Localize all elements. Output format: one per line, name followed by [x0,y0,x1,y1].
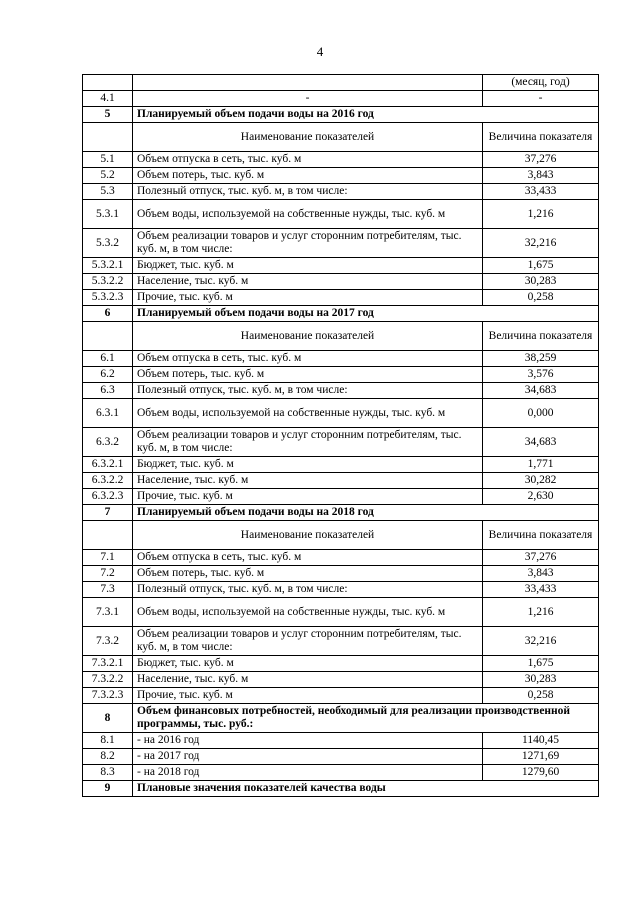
row-name: Прочие, тыс. куб. м [133,489,483,505]
header-number [83,123,133,152]
row-number: 5.3 [83,184,133,200]
row-value: 3,576 [483,367,599,383]
row-name: Объем отпуска в сеть, тыс. куб. м [133,152,483,168]
row-name: - [133,91,483,107]
header-row [83,322,599,351]
table-row [83,274,599,290]
table-row-unit [83,75,599,91]
row-name: Прочие, тыс. куб. м [133,688,483,704]
row-number: 8.1 [83,733,133,749]
row-value: 1271,69 [483,749,599,765]
table-row [83,765,599,781]
table-row [83,489,599,505]
table-row [83,566,599,582]
section-title: Объем финансовых потребностей, необходимый для реализации производственной программы, тыс. руб.: [133,704,599,733]
table-row [83,656,599,672]
row-value: 0,258 [483,688,599,704]
row-number: 6.3.2.1 [83,457,133,473]
section-row [83,704,599,733]
row-name: Объем потерь, тыс. куб. м [133,168,483,184]
row-value: 38,259 [483,351,599,367]
row-value: 37,276 [483,550,599,566]
row-number: 7.3.1 [83,598,133,627]
section-row [83,306,599,322]
row-number: 6.3.2.2 [83,473,133,489]
row-number: 5.3.2.1 [83,258,133,274]
section-number: 9 [83,781,133,797]
row-name: Полезный отпуск, тыс. куб. м, в том числе: [133,383,483,399]
section-title: Планируемый объем подачи воды на 2018 год [133,505,599,521]
row-value: 1140,45 [483,733,599,749]
table-row [83,367,599,383]
table-row [83,91,599,107]
table-row [83,168,599,184]
row-value: 32,216 [483,229,599,258]
row-value: 1,771 [483,457,599,473]
row-number: 8.3 [83,765,133,781]
row-number: 5.1 [83,152,133,168]
row-name: Полезный отпуск, тыс. куб. м, в том числе: [133,184,483,200]
row-number: 7.2 [83,566,133,582]
cell-unit: (месяц, год) [483,75,599,91]
row-value: 33,433 [483,184,599,200]
row-name: Объем воды, используемой на собственные нужды, тыс. куб. м [133,399,483,428]
row-value: 34,683 [483,383,599,399]
row-number: 7.1 [83,550,133,566]
production-program-table [82,74,599,797]
row-name: - на 2016 год [133,733,483,749]
table-row [83,733,599,749]
row-number: 5.3.2.3 [83,290,133,306]
row-name: - на 2018 год [133,765,483,781]
header-row [83,521,599,550]
row-name: Объем потерь, тыс. куб. м [133,566,483,582]
row-name: Население, тыс. куб. м [133,473,483,489]
table-row [83,152,599,168]
cell-number [83,75,133,91]
page-number: 4 [316,44,324,59]
row-value: 1,675 [483,656,599,672]
table-row [83,598,599,627]
row-value: 37,276 [483,152,599,168]
table-row [83,672,599,688]
row-number: 8.2 [83,749,133,765]
table-body [83,75,599,797]
row-number: 6.3.2 [83,428,133,457]
section-number: 8 [83,704,133,733]
row-value: 1,216 [483,598,599,627]
section-number: 6 [83,306,133,322]
row-value: 30,282 [483,473,599,489]
header-value: Величина показателя [483,521,599,550]
row-name: Объем отпуска в сеть, тыс. куб. м [133,550,483,566]
table-row [83,582,599,598]
row-value: 34,683 [483,428,599,457]
row-name: Полезный отпуск, тыс. куб. м, в том числе: [133,582,483,598]
section-row [83,781,599,797]
row-number: 6.1 [83,351,133,367]
table-row [83,200,599,229]
row-name: Бюджет, тыс. куб. м [133,656,483,672]
section-number: 5 [83,107,133,123]
row-name: Объем отпуска в сеть, тыс. куб. м [133,351,483,367]
section-title: Планируемый объем подачи воды на 2017 год [133,306,599,322]
row-value: 33,433 [483,582,599,598]
table-row [83,383,599,399]
section-row [83,107,599,123]
section-title: Плановые значения показателей качества воды [133,781,599,797]
row-number: 6.3.2.3 [83,489,133,505]
table-row [83,627,599,656]
row-number: 7.3.2 [83,627,133,656]
row-number: 5.2 [83,168,133,184]
header-number [83,521,133,550]
table-row [83,473,599,489]
row-name: Население, тыс. куб. м [133,672,483,688]
row-number: 5.3.2 [83,229,133,258]
row-value: 2,630 [483,489,599,505]
row-number: 7.3.2.2 [83,672,133,688]
row-name: Объем воды, используемой на собственные нужды, тыс. куб. м [133,598,483,627]
row-value: 3,843 [483,168,599,184]
header-row [83,123,599,152]
table-row [83,290,599,306]
table-row [83,351,599,367]
table-row [83,229,599,258]
row-number: 7.3 [83,582,133,598]
header-value: Величина показателя [483,322,599,351]
table-row [83,550,599,566]
row-value: 32,216 [483,627,599,656]
row-number: 4.1 [83,91,133,107]
row-value: 0,000 [483,399,599,428]
row-number: 5.3.1 [83,200,133,229]
row-number: 6.2 [83,367,133,383]
row-name: Объем реализации товаров и услуг сторонним потребителям, тыс. куб. м, в том числе: [133,229,483,258]
row-number: 7.3.2.1 [83,656,133,672]
row-name: Население, тыс. куб. м [133,274,483,290]
row-value: 1,675 [483,258,599,274]
table-row [83,428,599,457]
header-name: Наименование показателей [133,123,483,152]
section-row [83,505,599,521]
section-title: Планируемый объем подачи воды на 2016 год [133,107,599,123]
row-value: 0,258 [483,290,599,306]
table-row [83,688,599,704]
row-name: Бюджет, тыс. куб. м [133,457,483,473]
row-name: Объем реализации товаров и услуг сторонним потребителям, тыс. куб. м, в том числе: [133,428,483,457]
row-value: 1279,60 [483,765,599,781]
header-value: Величина показателя [483,123,599,152]
header-name: Наименование показателей [133,322,483,351]
row-name: Объем воды, используемой на собственные нужды, тыс. куб. м [133,200,483,229]
row-name: Объем потерь, тыс. куб. м [133,367,483,383]
row-name: Прочие, тыс. куб. м [133,290,483,306]
table-row [83,399,599,428]
row-value: - [483,91,599,107]
row-value: 3,843 [483,566,599,582]
row-number: 5.3.2.2 [83,274,133,290]
table-row [83,258,599,274]
table-row [83,749,599,765]
row-value: 30,283 [483,274,599,290]
table-row [83,184,599,200]
row-number: 6.3.1 [83,399,133,428]
row-name: Бюджет, тыс. куб. м [133,258,483,274]
row-number: 6.3 [83,383,133,399]
table-row [83,457,599,473]
row-name: - на 2017 год [133,749,483,765]
header-name: Наименование показателей [133,521,483,550]
row-value: 1,216 [483,200,599,229]
row-number: 7.3.2.3 [83,688,133,704]
section-number: 7 [83,505,133,521]
header-number [83,322,133,351]
cell-name [133,75,483,91]
row-name: Объем реализации товаров и услуг сторонним потребителям, тыс. куб. м, в том числе: [133,627,483,656]
row-value: 30,283 [483,672,599,688]
